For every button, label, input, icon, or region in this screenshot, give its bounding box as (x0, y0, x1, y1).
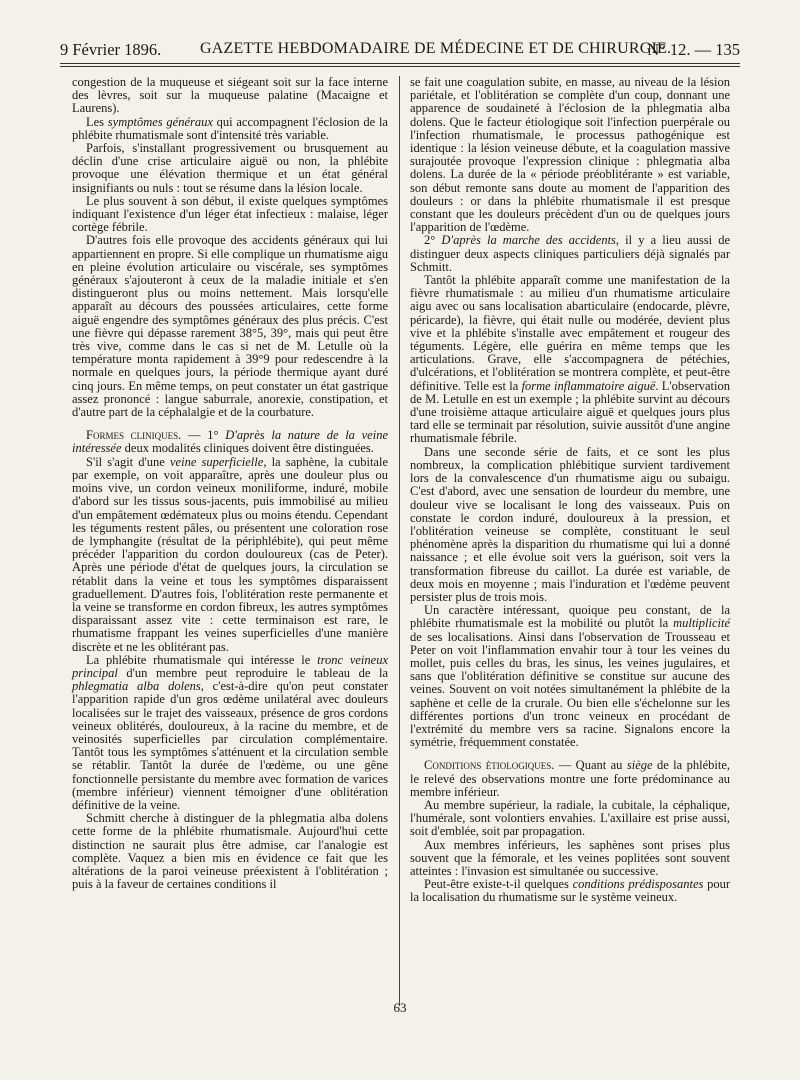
paragraph (410, 839, 730, 879)
text: congestion de la muqueuse et siégeant soit sur la face interne des lèvres, soit sur la muqueuse palatine (Macaigne et Laurens). (72, 75, 388, 116)
italic-term: siège (626, 758, 653, 773)
text: Aux membres inférieurs, les saphènes sont prises plus souvent que la fémorale, et les veines poplitées sont souvent atteintes : l'invasion est simultanée ou successive. (410, 837, 730, 878)
text: La phlébite rhumatismale qui intéresse le (86, 652, 318, 667)
text: Les (86, 114, 108, 129)
italic-term: conditions prédisposantes (572, 877, 704, 892)
left-column (72, 76, 388, 891)
issue-page-number: N° 12. — 135 (647, 40, 740, 59)
paragraph (72, 142, 388, 195)
paragraph (72, 654, 388, 812)
text: qui accompagnent l'éclosion de la phlébite rhumatismale sont d'intensité très variable. (72, 114, 388, 142)
text: de la phlébite, le relevé des observations montre une forte prédominance au membre inférieur. (410, 758, 730, 799)
section-heading-paragraph (410, 759, 730, 799)
paragraph (72, 195, 388, 235)
section-heading-paragraph (72, 429, 388, 455)
paragraph (410, 234, 730, 274)
paragraph (410, 878, 730, 904)
italic-term: tronc veineux principal (72, 652, 388, 680)
italic-term: D'après la nature de la veine intéressée (72, 428, 388, 456)
text: se fait une coagulation subite, en masse, au niveau de la lésion pariétale, et l'oblitération se complète d'un coup, donnant une apparence de soudaineté à l'éclosion de la phlegmatia alba dolens. Que le facteur étiologique soit l'infection puerpérale ou l'infection rhumatismale, le processus pathogénique est identique : la lésion veineuse débute, et la coagulation massive surajoutée provoque l'expression clinique : phlegmatia alba dolens. La durée de la « période préoblitérante » est variable, son début remonte sans doute au moment de l'apparition des douleurs : or dans la phlébite rhumatismale il est presque constant que les douleurs précèdent d'un ou de quelques jours l'apparition de l'œdème. (410, 75, 730, 235)
paragraph (72, 234, 388, 419)
paragraph (410, 446, 730, 604)
paragraph (72, 76, 388, 116)
text: , il y a lieu aussi de distinguer deux aspects cliniques particuliers déjà signalés par Schmitt. (410, 233, 731, 274)
text: D'autres fois elle provoque des accidents généraux qui lui appartiennent en propre. Si elle complique un rhumatisme aigu en pleine évolution articulaire ou viscérale, ses symptômes généraux s'ajouteront à ceux de la maladie initiale et s'en distingueront plus ou moins nettement. Mais lorsqu'elle apparaît au décours des poussées articulaires, cette forme aiguë engendre des symptômes généraux des plus précis. C'est une fièvre qui dépasse rarement 38°5, 39°, mais qui peut être très vive, comme dans le cas si net de M. Letulle où la température monta rapidement à 39°9 pour redescendre à la normale en quelques jours, la période thermique ayant duré cinq jours. En même temps, on peut constater un état gastrique assez prononcé : langue saburrale, anorexie, constipation, et d'autre part de la céphalalgie et de la courbature. (72, 233, 388, 420)
paragraph (410, 274, 730, 446)
text: Peut-être existe-t-il quelques (424, 877, 573, 892)
paragraph (72, 116, 388, 142)
text: Schmitt cherche à distinguer de la phlegmatia alba dolens cette forme de la phlébite rhumatismale. Aujourd'hui cette distinction ne saurait plus être admise, car l'analogie est complète. Vaquez a bien mis en évidence ce fait que les altérations de la paroi veineuse préexistent à l'oblitération ; puis à la faveur de certaines conditions il (72, 811, 388, 892)
paragraph (72, 456, 388, 654)
right-column (410, 76, 730, 905)
text: , la saphène, la cubitale par exemple, on voit apparaître, après une douleur plus ou moins vive, un cordon veineux moniliforme, induré, mobile d'abord sur les tissus sous-jacents, puis immobilisé au milieu d'un empâtement œdémateux plus ou moins étendu. Cependant les téguments restent pâles, ou présentent une coloration rose de lymphangite (résultat de la périphlébite), qui peut même précéder l'apparition du cordon douloureux (cas de Peter). Après une période d'état de quelques jours, la circulation se rétablit dans la veine et tous les symptômes disparaissent graduellement. D'autres fois, l'oblitération reste permanente et la veine se transforme en cordon fibreux, les autres symptômes disparaissant assez vite : cette terminaison est rare, le rhumatisme frappant les veines superficielles d'une manière discrète et ne les oblitérant pas. (72, 454, 389, 654)
page-folio: 63 (393, 1000, 407, 1015)
text: , c'est-à-dire qu'on peut constater l'apparition rapide d'un gros œdème unilatéral avec douleurs localisées sur le trajet des vaisseaux, présence de gros cordons veineux oblitérés, douloureux, à la racine du membre, et de veinosités superficielles par circulation complémentaire. Tantôt tous les symptômes s'atténuent et la circulation semble se rétablir. Tantôt la durée de l'œdème, ou une gêne fonctionnelle persistante du membre avec formation de varices (membre inférieur) viennent témoigner d'une oblitération définitive de la veine. (72, 679, 388, 812)
text: d'un membre peut reproduire le tableau de la (117, 665, 388, 680)
paragraph (410, 799, 730, 839)
text: deux modalités cliniques doivent être distinguées. (121, 441, 374, 456)
running-header (60, 40, 740, 60)
text: — Quant au (554, 758, 627, 773)
paragraph (72, 812, 388, 891)
section-heading: Conditions étiologiques. (424, 758, 555, 773)
text: Tantôt la phlébite apparaît comme une manifestation de la fièvre rhumatismale : au milieu d'un rhumatisme articulaire aigu avec ou sans localisation abarticulaire (endocarde, plèvre, péricarde), la fièvre, qui était nulle ou modérée, devient plus vive et la phlébite s'installe avec empâtement et rougeur des téguments. Légère, elle guérira en même temps que les articulations. Grave, elle s'accompagnera de pétéchies, d'ulcérations, et l'oblitération se montrera complète, et peut-être définitive. Telle est la (410, 273, 730, 393)
journal-title: GAZETTE HEBDOMADAIRE DE MÉDECINE ET DE CHIRURGIE. (200, 40, 672, 57)
text: Parfois, s'installant progressivement ou brusquement au déclin d'une crise articulaire aiguë ou non, la phlébite provoque une élévation thermique et un état général insignifiants ou nuls : tout se résume dans la lésion locale. (72, 141, 388, 195)
header-rule-double (60, 66, 740, 67)
text: Un caractère intéressant, quoique peu constant, de la phlébite rhumatismale est la mobilité ou plutôt la (410, 603, 730, 631)
italic-term: veine superficielle (170, 454, 264, 469)
text: de ses localisations. Ainsi dans l'observation de Trousseau et Peter on voit l'inflammation envahir tour à tour les veines du mollet, puis celles du bras, les sinus, les veines jugulaires, et sans que l'oblitération définitive se constitue sur aucune des veines. Souvent on voit notées simultanément la phlébite de la saphène et celle de la crurale. Ou bien elle s'échelonne sur les différentes portions d'un tronc veineux en procédant de l'extrémité du membre vers sa racine. Signalons encore la symétrie, fréquemment constatée. (410, 629, 730, 750)
column-divider (399, 76, 400, 1006)
italic-term: forme inflammatoire aiguë (521, 378, 656, 393)
text: S'il s'agit d'une (86, 454, 170, 469)
text: Le plus souvent à son début, il existe quelques symptômes indiquant l'existence d'un léger état infectieux : malaise, léger cortège fébrile. (72, 193, 388, 235)
text: Dans une seconde série de faits, et ce sont les plus nombreux, la complication phlébitique survient tardivement lors de la convalescence d'un rhumatisme aigu ou subaigu. C'est d'abord, avec une sensation de lourdeur du membre, une douleur vive se localisant le long des vaisseaux. Puis on constate le cordon induré, douloureux à la pression, et l'oblitération veineuse se complète, constituant le seul phénomène après la disparition du rhumatisme qui lui a donné naissance ; et elle évolue soit vers la guérison, soit vers la transformation fibreuse du caillot. La durée est variable, de deux mois en moyenne ; mais l'induration et l'œdème peuvent persister plus de trois mois. (410, 444, 730, 604)
italic-term: symptômes généraux (107, 114, 213, 129)
italic-term: D'après la marche des accidents (441, 233, 616, 248)
section-heading: Formes cliniques. (86, 428, 182, 443)
italic-term: multiplicité (673, 616, 730, 631)
text: pour la localisation du rhumatisme sur le système veineux. (410, 877, 730, 905)
text: 2° (424, 233, 442, 248)
header-date: 9 Février 1896. (60, 40, 162, 59)
italic-term: phlegmatia alba dolens (72, 679, 201, 694)
header-rule (60, 63, 740, 64)
text: — 1° (181, 428, 226, 443)
text: Au membre supérieur, la radiale, la cubitale, la céphalique, l'humérale, sont volontiers envahies. L'axillaire est prise aussi, soit d'emblée, soit par propagation. (410, 797, 730, 839)
paragraph (410, 604, 730, 749)
text: . L'observation de M. Letulle en est un exemple ; la phlébite survint au décours d'une troisième attaque articulaire aiguë et quelques jours plus tard elle se terminait par résolution, suivie aussitôt d'une angine rhumatismale fébrile. (410, 378, 730, 446)
paragraph (410, 76, 730, 234)
